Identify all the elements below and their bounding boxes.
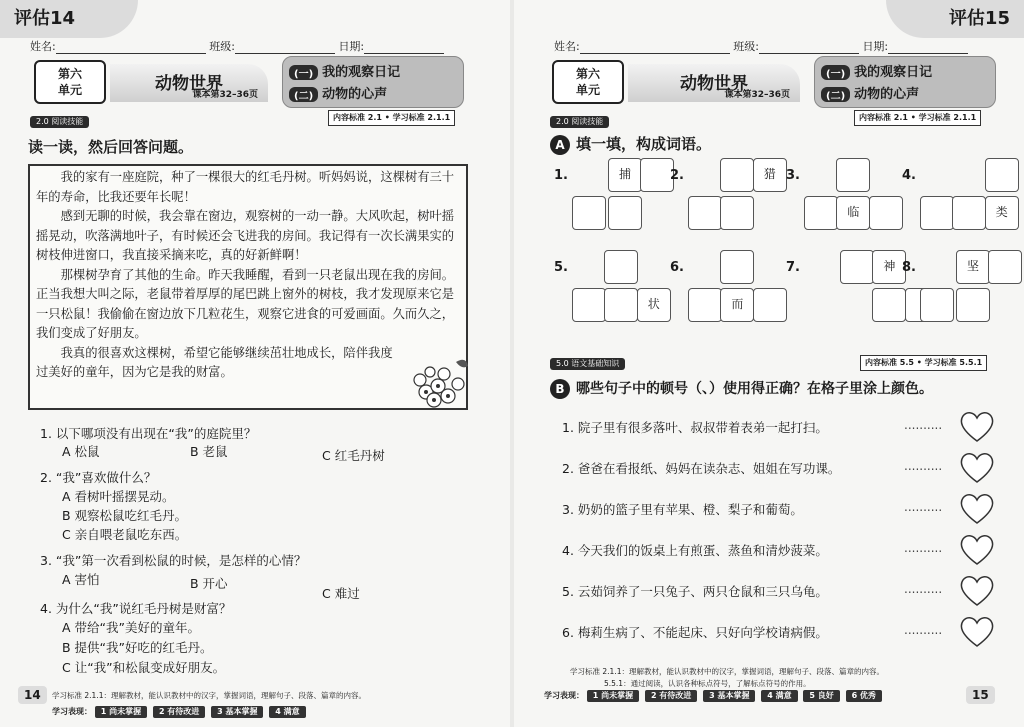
unit-title-bar [628,64,800,102]
footer-standard-2: 5.5.1：通过阅读，认识各种标点符号，了解标点符号的作用。 [604,679,811,688]
student-info [30,38,444,54]
student-info [554,38,968,54]
page-right [514,0,1024,727]
q1-option-b[interactable]: B 老鼠 [190,444,228,459]
puzzle-4-number: 4. [902,168,916,183]
page-number: 14 [18,686,47,704]
section-a-title: 填一填，构成词语。 [576,135,712,153]
date-label: 日期: [338,40,365,53]
unit-badge [34,60,106,104]
topic-1 [821,61,932,80]
class-label: 班级: [209,40,235,53]
puzzle-7-cell[interactable] [872,288,906,322]
answer-heart-icon[interactable] [958,410,994,444]
q4-option-b[interactable]: B 提供“我”好吃的红毛丹。 [62,640,213,655]
topic-1-label: 我的观察日记 [322,65,401,80]
class-field[interactable] [759,43,859,54]
puzzle-6-cell[interactable] [753,288,787,322]
section-b-badge: B [550,379,570,399]
topic-2 [289,83,387,102]
section-b-heading [550,378,933,399]
page-left [0,0,510,727]
puzzle-8-cell[interactable] [988,250,1022,284]
unit-line2: 单元 [57,83,82,97]
topic-2-num: (二) [289,87,318,102]
unit-line2: 单元 [575,83,600,97]
topic-2-label: 动物的心声 [322,87,388,102]
name-label: 姓名: [554,40,580,53]
topic-2 [821,83,919,102]
standard-box-2: 内容标准 5.5 • 学习标准 5.5.1 [860,355,987,371]
instruction: 读一读，然后回答问题。 [28,138,194,156]
answer-heart-icon[interactable] [958,451,994,485]
skill-pill: 2.0 阅读技能 [30,116,89,128]
puzzle-1-number: 1. [554,168,568,183]
puzzle-2-number: 2. [670,168,684,183]
perf-level-3[interactable]: 3 基本掌握 [703,690,755,702]
passage-paragraph: 感到无聊的时候，我会靠在窗边，观察树的一动一静。大风吹起，树叶摇摇晃动，吹落满地叶子，有时候还会飞进我的房间。我记得有一次长满果实的树枝伸进窗口，我直接采摘来吃，真的好新鲜啊！ [36,209,455,262]
puzzle-6-cell: 而 [720,288,754,322]
puzzle-3-cell[interactable] [804,196,838,230]
puzzle-8-number: 8. [902,260,916,275]
question-2: 2. “我”喜欢做什么？ [40,470,157,485]
assessment-tab: 评估14 [0,0,138,38]
puzzle-8-cell[interactable] [920,288,954,322]
unit-line1: 第六 [57,67,82,81]
sentence-6-leader: .......... [904,623,943,637]
passage-paragraph: 我的家有一座庭院，种了一棵很大的红毛丹树。听妈妈说，这棵树有三十年的寿命，比我还要年长呢！ [36,170,455,204]
perf-level-1[interactable]: 1 尚未掌握 [95,706,147,718]
puzzle-3-cell[interactable] [869,196,903,230]
section-a-badge: A [550,135,570,155]
topics-box [814,56,996,108]
standard-box: 内容标准 2.1 • 学习标准 2.1.1 [854,110,981,126]
q2-option-a[interactable]: A 看树叶摇摆晃动。 [62,489,175,504]
unit-title: 动物世界 [155,74,223,94]
puzzle-1-cell[interactable] [572,196,606,230]
footer-standard: 学习标准 2.1.1：理解教材，能认识教材中的汉字，掌握词语，理解句子、段落、篇章的内容。 [52,691,366,700]
performance-label: 学习表现： [544,691,584,700]
answer-heart-icon[interactable] [958,615,994,649]
textbook-pages: 课本第32–36页 [724,90,790,100]
topic-2-num: (二) [821,87,850,102]
flower-illustration-icon [400,352,472,414]
puzzle-5-cell[interactable] [604,250,638,284]
puzzle-4-cell[interactable] [985,158,1019,192]
sentence-2: 2. 爸爸在看报纸、妈妈在读杂志、姐姐在写功课。 [562,461,841,476]
puzzle-2-cell[interactable] [720,196,754,230]
answer-heart-icon[interactable] [958,574,994,608]
section-a-heading [550,133,711,155]
name-field[interactable] [580,43,730,54]
perf-level-3[interactable]: 3 基本掌握 [211,706,263,718]
sentence-1-leader: .......... [904,418,943,432]
topic-1-label: 我的观察日记 [854,65,933,80]
date-field[interactable] [888,43,968,54]
passage-paragraph: 那棵树孕育了其他的生命。昨天我睡醒，看到一只老鼠出现在我的房间。正当我想大叫之际，老鼠带着厚厚的尾巴跳上窗外的树枝，我才发现原来它是一只松鼠！我偷偷在窗边放下几粒花生，观察它进食的可爱画面。久而久之，我们变成了好朋友。 [36,267,455,340]
sentence-6: 6. 梅莉生病了、不能起床、只好向学校请病假。 [562,625,828,640]
performance-row [52,706,309,718]
sentence-5-leader: .......... [904,582,943,596]
q4-option-c[interactable]: C 让“我”和松鼠变成好朋友。 [62,660,226,675]
answer-heart-icon[interactable] [958,492,994,526]
puzzle-5-cell[interactable] [572,288,606,322]
section-b-title: 哪些句子中的顿号（、）使用得正确？在格子里涂上颜色。 [576,381,933,397]
name-label: 姓名: [30,40,56,53]
puzzle-2-cell[interactable] [688,196,722,230]
perf-level-6[interactable]: 6 优秀 [846,690,882,702]
standard-box: 内容标准 2.1 • 学习标准 2.1.1 [328,110,455,126]
puzzle-8-cell: 坚 [956,250,990,284]
unit-line1: 第六 [575,67,600,81]
puzzle-7-cell: 神 [872,250,906,284]
textbook-pages: 课本第32–36页 [192,90,258,100]
unit-title: 动物世界 [680,74,748,94]
puzzle-4-cell[interactable] [952,196,986,230]
sentence-3: 3. 奶奶的篮子里有苹果、橙、梨子和葡萄。 [562,502,803,517]
q3-option-c[interactable]: C 难过 [322,586,360,601]
unit-badge [552,60,624,104]
class-field[interactable] [235,43,335,54]
puzzle-1-cell[interactable] [608,196,642,230]
passage-paragraph: 我真的很喜欢这棵树，希望它能够继续茁壮地成长，陪伴我度过美好的童年，因为它是我的财富。 [36,345,393,379]
puzzle-6-cell[interactable] [720,250,754,284]
puzzle-6-number: 6. [670,260,684,275]
puzzle-7-cell[interactable] [840,250,874,284]
perf-level-5[interactable]: 5 良好 [803,690,839,702]
date-label: 日期: [862,40,889,53]
sentence-4-leader: .......... [904,541,943,555]
footer-standard-1: 学习标准 2.1.1：理解教材，能认识教材中的汉字，掌握词语，理解句子、段落、篇章的内容。 [570,667,884,676]
sentence-5: 5. 云茹饲养了一只兔子、两只仓鼠和三只乌龟。 [562,584,828,599]
puzzle-8-cell[interactable] [956,288,990,322]
class-label: 班级: [733,40,759,53]
topic-1-num: (一) [821,65,850,80]
unit-title-bar [110,64,268,102]
topic-1 [289,61,400,80]
page-number: 15 [966,686,995,704]
puzzle-1-cell: 捕 [608,158,642,192]
perf-level-4[interactable]: 4 满意 [761,690,797,702]
puzzle-3-cell: 临 [836,196,870,230]
topics-box [282,56,464,108]
q2-option-c[interactable]: C 亲自喂老鼠吃东西。 [62,527,188,542]
puzzle-5-cell: 状 [637,288,671,322]
puzzle-2-cell: 猎 [753,158,787,192]
perf-level-1[interactable]: 1 尚未掌握 [587,690,639,702]
puzzle-3-number: 3. [786,168,800,183]
topic-1-num: (一) [289,65,318,80]
puzzle-7-number: 7. [786,260,800,275]
q1-option-c[interactable]: C 红毛丹树 [322,448,385,463]
puzzle-3-cell[interactable] [836,158,870,192]
question-4: 4. 为什么“我”说红毛丹树是财富？ [40,601,232,616]
sentence-2-leader: .......... [904,459,943,473]
puzzle-4-cell[interactable] [920,196,954,230]
date-field[interactable] [364,43,444,54]
sentence-3-leader: .......... [904,500,943,514]
q1-option-a[interactable]: A 松鼠 [62,444,100,459]
answer-heart-icon[interactable] [958,533,994,567]
puzzle-6-cell[interactable] [688,288,722,322]
perf-level-4[interactable]: 4 满意 [269,706,305,718]
skill-pill-2: 5.0 语文基础知识 [550,358,625,370]
question-3: 3. “我”第一次看到松鼠的时候，是怎样的心情？ [40,553,307,568]
q2-option-b[interactable]: B 观察松鼠吃红毛丹。 [62,508,188,523]
question-1: 1. 以下哪项没有出现在“我”的庭院里？ [40,426,257,441]
assessment-tab: 评估15 [886,0,1024,38]
puzzle-5-number: 5. [554,260,568,275]
puzzle-4-cell: 类 [985,196,1019,230]
sentence-1: 1. 院子里有很多落叶、叔叔带着表弟一起打扫。 [562,420,828,435]
skill-pill: 2.0 阅读技能 [550,116,609,128]
sentence-4: 4. 今天我们的饭桌上有煎蛋、蒸鱼和清炒菠菜。 [562,543,828,558]
perf-level-2[interactable]: 2 有待改进 [645,690,697,702]
q3-option-b[interactable]: B 开心 [190,576,228,591]
puzzle-2-cell[interactable] [720,158,754,192]
topic-2-label: 动物的心声 [854,87,920,102]
q3-option-a[interactable]: A 害怕 [62,572,100,587]
q4-option-a[interactable]: A 带给“我”美好的童年。 [62,620,200,635]
performance-row [544,690,885,702]
puzzle-5-cell[interactable] [604,288,638,322]
perf-level-2[interactable]: 2 有待改进 [153,706,205,718]
performance-label: 学习表现： [52,707,92,716]
name-field[interactable] [56,43,206,54]
